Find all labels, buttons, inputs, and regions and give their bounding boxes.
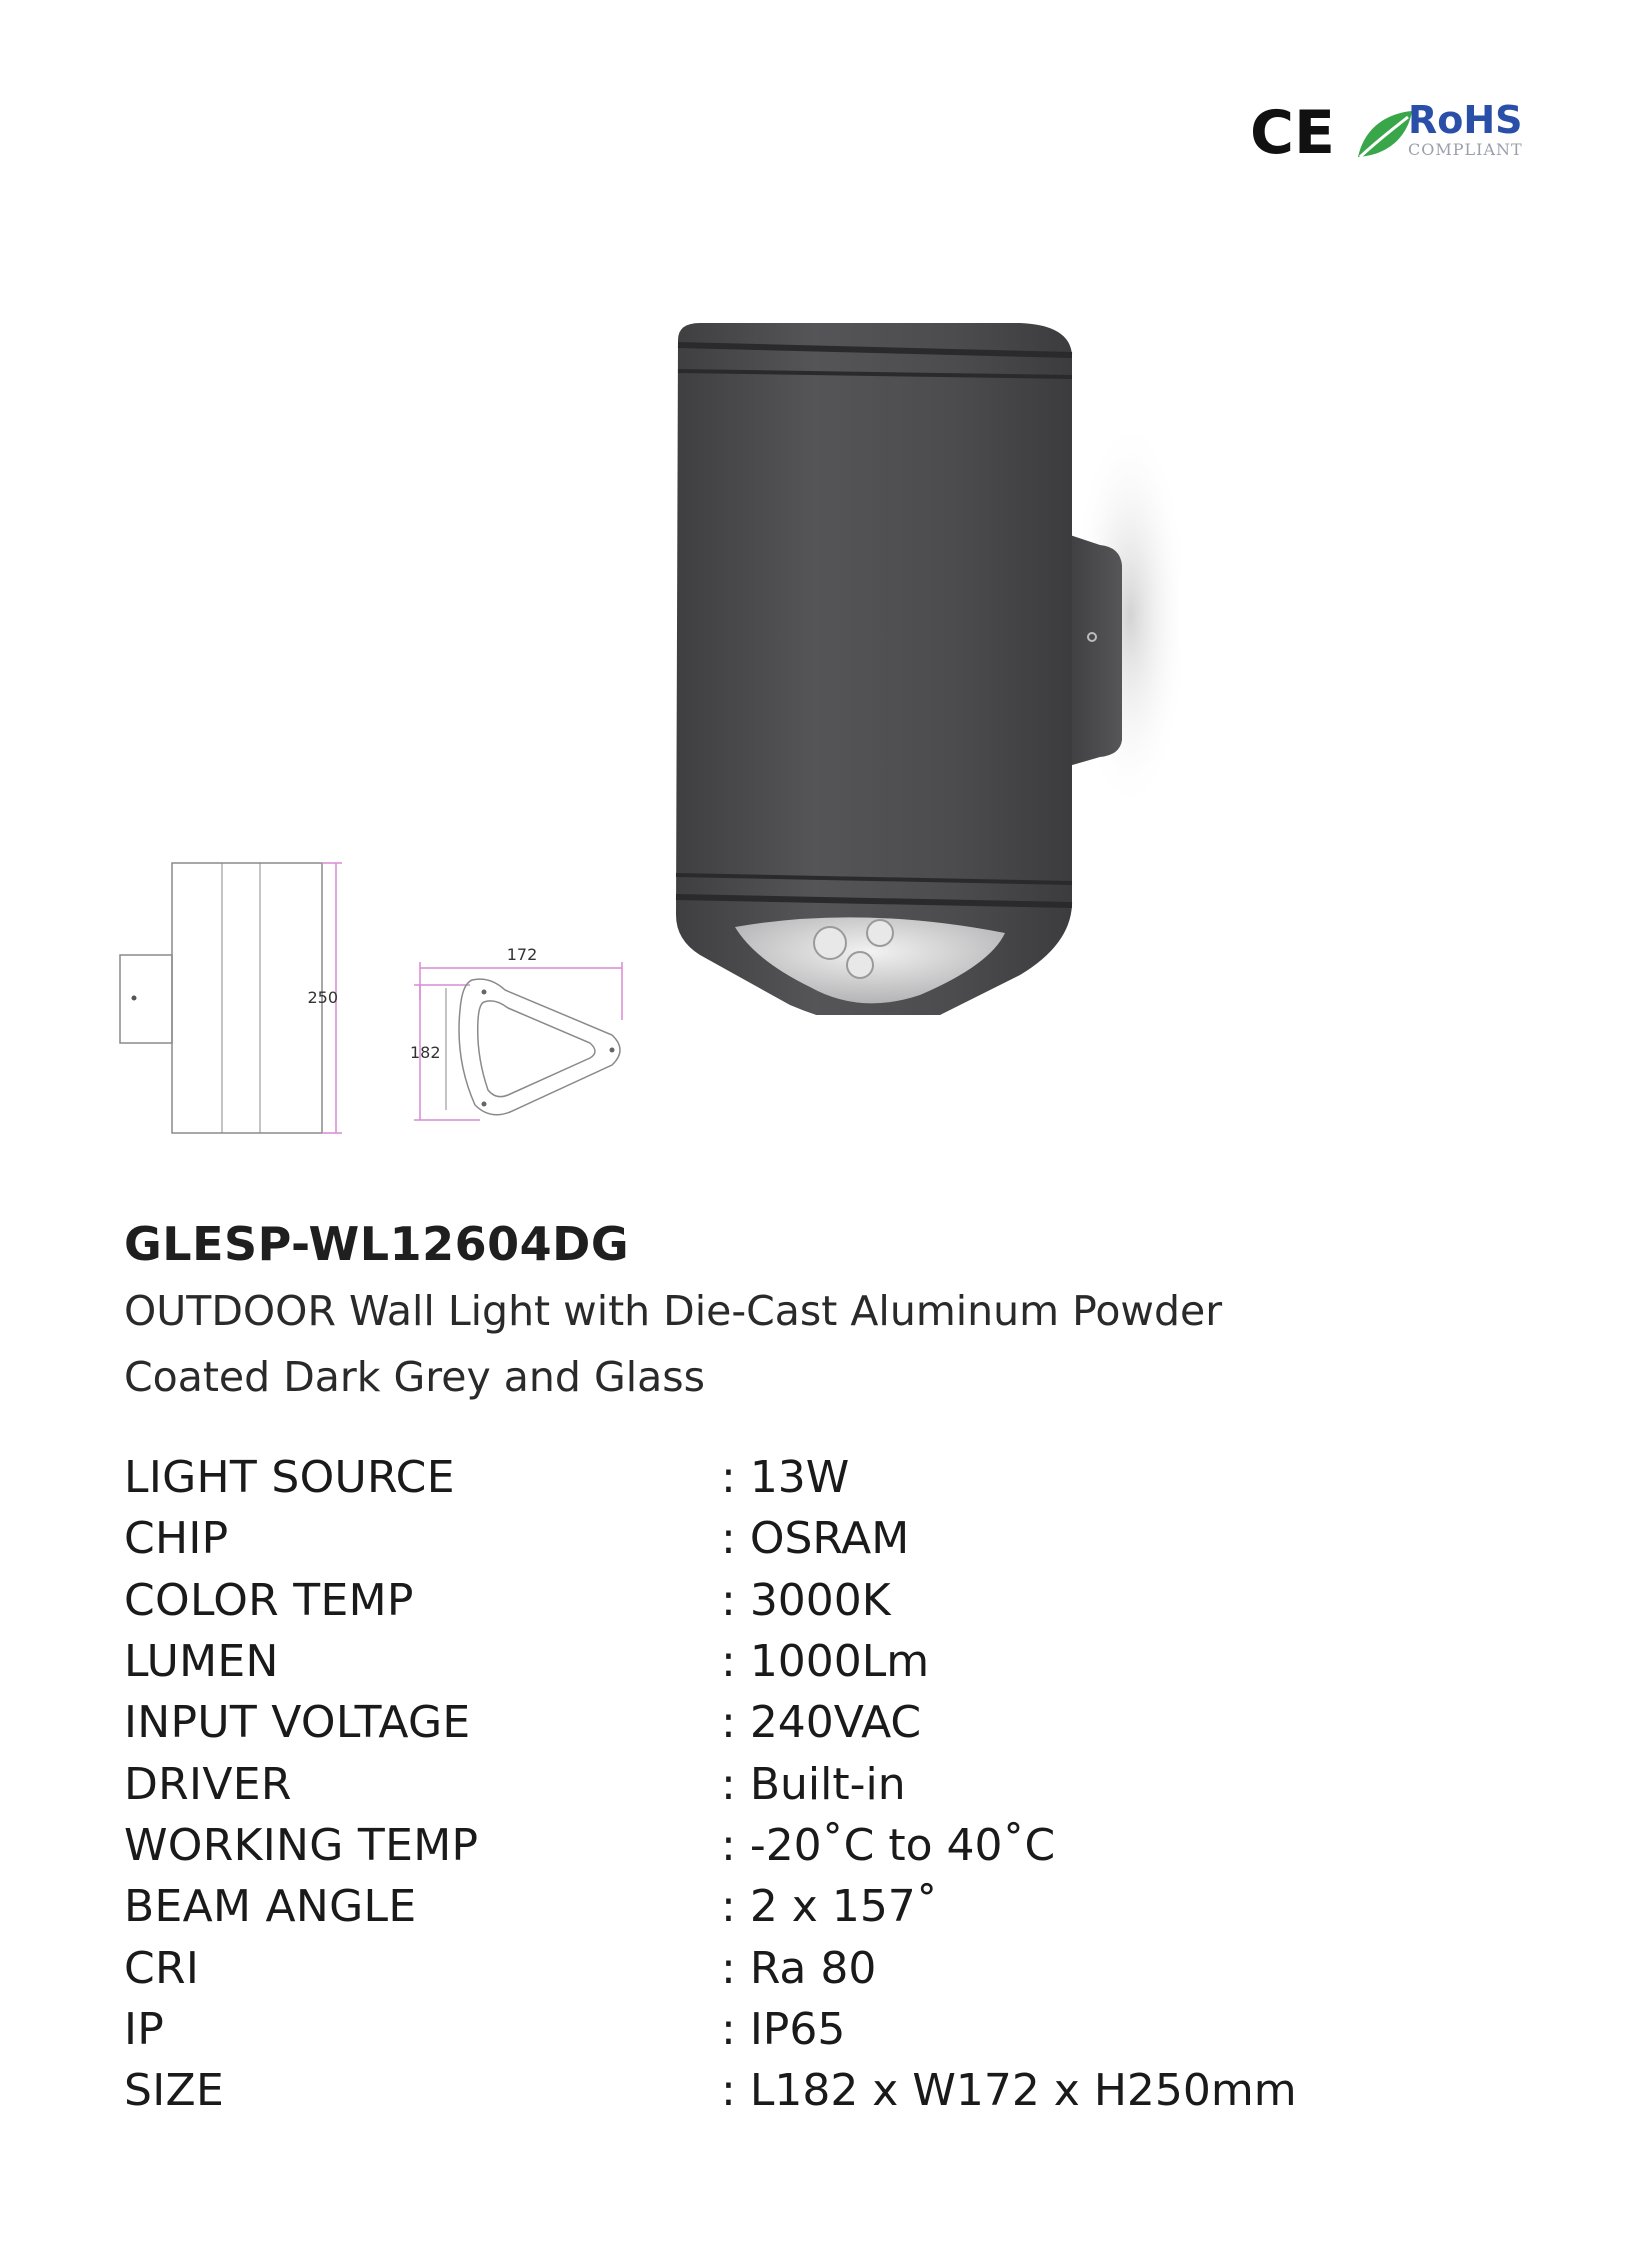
spec-label: CHIP <box>124 1513 229 1565</box>
spec-value: : 2 x 157˚ <box>721 1881 938 1932</box>
spec-value: : -20˚C to 40˚C <box>721 1820 1055 1871</box>
height-dimension-label: 250 <box>307 988 338 1007</box>
spec-row-light-source <box>124 1447 1544 1508</box>
product-description-line1: OUTDOOR Wall Light with Die-Cast Aluminum Powder <box>124 1287 1223 1335</box>
spec-label: LIGHT SOURCE <box>124 1452 455 1504</box>
depth-dimension-label: 182 <box>410 1043 441 1062</box>
spec-label: DRIVER <box>124 1758 292 1810</box>
product-description-line2: Coated Dark Grey and Glass <box>124 1353 705 1401</box>
top-view-svg <box>400 940 630 1125</box>
spec-value: : 3000K <box>721 1575 891 1626</box>
wall-light-illustration <box>660 315 1180 1015</box>
spec-label: INPUT VOLTAGE <box>124 1697 471 1749</box>
spec-value: : 240VAC <box>721 1697 921 1748</box>
led-icon <box>814 927 846 959</box>
spec-row-driver <box>124 1753 1544 1814</box>
spec-label: WORKING TEMP <box>124 1819 479 1871</box>
dimension-drawing-top <box>400 940 630 1125</box>
dimension-drawing-side <box>110 855 385 1140</box>
certification-logos <box>1250 95 1550 175</box>
certification-logos-svg <box>1250 95 1550 175</box>
led-icon <box>867 920 893 946</box>
spec-value: : 1000Lm <box>721 1636 929 1687</box>
side-view-svg <box>110 855 385 1140</box>
spec-row-beam-angle <box>124 1876 1544 1937</box>
spec-table <box>124 1447 1544 2121</box>
spec-row-ip <box>124 1999 1544 2060</box>
rohs-logo <box>1358 98 1523 159</box>
width-dimension-label: 172 <box>506 945 538 964</box>
lamp-body <box>676 323 1072 1015</box>
rohs-compliant-text: COMPLIANT <box>1408 140 1523 159</box>
spec-row-lumen <box>124 1631 1544 1692</box>
led-icon <box>847 952 873 978</box>
spec-label: BEAM ANGLE <box>124 1881 417 1933</box>
spec-label: CRI <box>124 1942 200 1994</box>
spec-label: LUMEN <box>124 1636 279 1688</box>
spec-row-size <box>124 2060 1544 2121</box>
product-code: GLESP-WL12604DG <box>124 1217 630 1271</box>
spec-row-cri <box>124 1937 1544 1998</box>
ce-mark: CE <box>1250 98 1336 168</box>
spec-value: : Ra 80 <box>721 1943 876 1994</box>
spec-value: : 13W <box>721 1452 849 1503</box>
product-photo <box>660 315 1180 1015</box>
spec-row-working-temp <box>124 1815 1544 1876</box>
rohs-mark: RoHS <box>1408 98 1523 142</box>
spec-value: : L182 x W172 x H250mm <box>721 2065 1297 2116</box>
spec-value: : OSRAM <box>721 1513 909 1564</box>
spec-row-input-voltage <box>124 1692 1544 1753</box>
spec-label: IP <box>124 2003 165 2055</box>
spec-value: : IP65 <box>721 2004 845 2055</box>
spec-label: SIZE <box>124 2065 225 2117</box>
spec-value: : Built-in <box>721 1759 906 1810</box>
spec-label: COLOR TEMP <box>124 1574 414 1626</box>
spec-row-color-temp <box>124 1570 1544 1631</box>
spec-row-chip <box>124 1508 1544 1569</box>
product-info <box>124 1210 1544 1410</box>
